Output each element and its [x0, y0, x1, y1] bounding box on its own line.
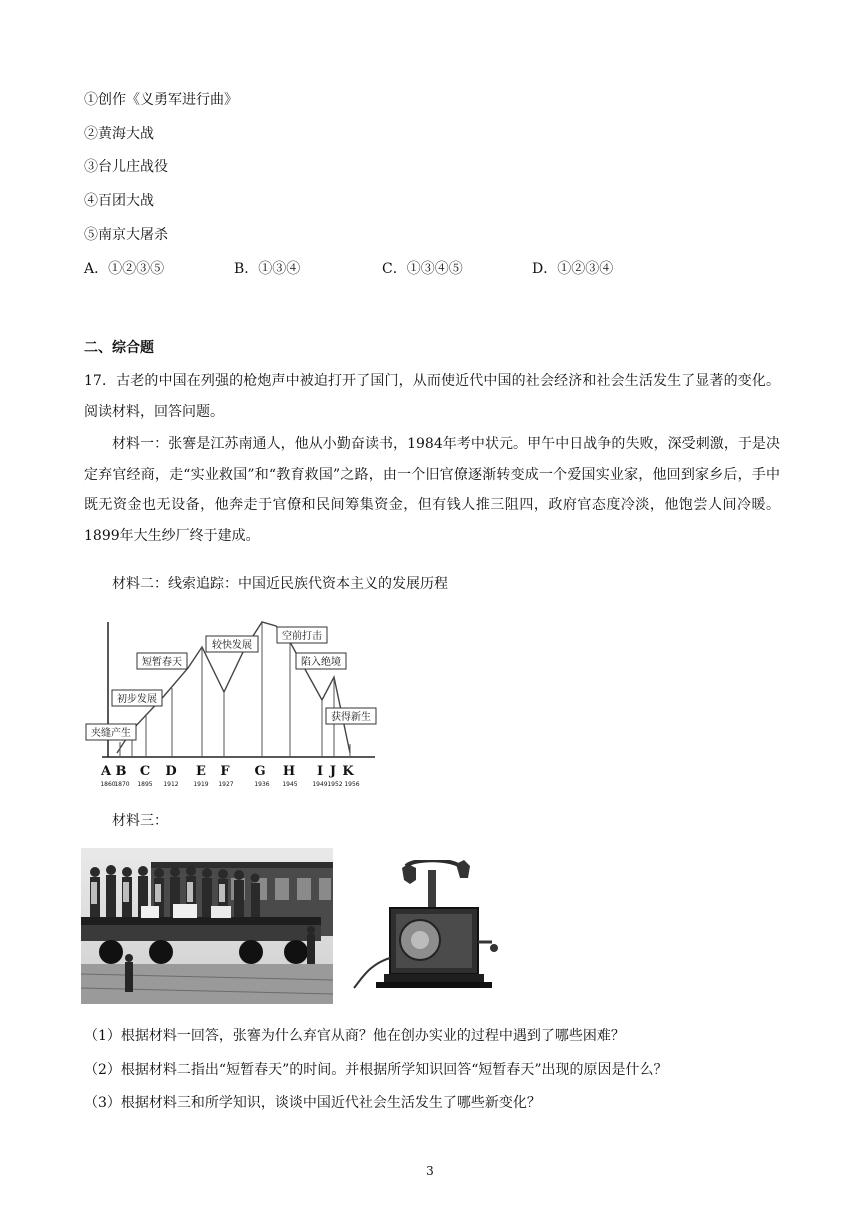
stage-label: 较快发展 — [212, 640, 252, 651]
period-letter: D — [165, 764, 177, 779]
period-letter: B — [115, 764, 127, 779]
period-letter: F — [220, 764, 230, 779]
telephone-image — [350, 860, 500, 1000]
period-year: 1936 — [254, 781, 270, 788]
section-title: 二、综合题 — [84, 340, 154, 356]
period-year: 1927 — [218, 781, 234, 788]
period-year: 1860 — [100, 781, 116, 788]
material-2-caption: 材料二：线索追踪：中国近民族代资本主义的发展历程 — [112, 576, 448, 592]
option-a: A．①②③⑤ — [84, 261, 165, 277]
period-letter: K — [342, 764, 354, 779]
period-letter: I — [316, 764, 324, 779]
option-c: C．①③④⑤ — [382, 261, 463, 277]
stage-label: 初步发展 — [117, 694, 157, 705]
stage-label: 陷入绝境 — [301, 657, 341, 668]
period-year: 1870 — [114, 781, 130, 788]
list-item-1: ①创作《义勇军进行曲》 — [84, 92, 238, 108]
list-item-4: ④百团大战 — [84, 193, 154, 209]
option-b: B．①③④ — [234, 261, 301, 277]
option-d: D．①②③④ — [532, 261, 614, 277]
period-letter: A — [100, 764, 112, 779]
list-item-5: ⑤南京大屠杀 — [84, 227, 168, 243]
capitalism-timeline-chart — [84, 620, 384, 788]
question-17-stem: 17．古老的中国在列强的枪炮声中被迫打开了国门，从而使近代中国的社会经济和社会生活发生了显著的变化。阅读材料，回答问题。 — [84, 373, 780, 420]
period-letter: G — [254, 764, 266, 779]
railway-workers-photo — [81, 848, 333, 1004]
sub-question-2: （2）根据材料二指出“短暂春天”的时间。并根据所学知识回答“短暂春天”出现的原因是什么？ — [84, 1062, 668, 1078]
period-letter: J — [329, 764, 337, 779]
sub-question-3: （3）根据材料三和所学知识，谈谈中国近代社会生活发生了哪些新变化？ — [84, 1095, 541, 1111]
period-year: 1895 — [137, 781, 153, 788]
list-item-3: ③台儿庄战役 — [84, 159, 168, 175]
stage-label: 空前打击 — [282, 631, 322, 642]
stage-label: 夹缝产生 — [91, 728, 131, 739]
period-year: 1945 — [282, 781, 298, 788]
period-year: 1952 — [327, 781, 343, 788]
period-year: 1956 — [344, 781, 360, 788]
answer-options — [84, 258, 784, 278]
material-1: 材料一：张謇是江苏南通人，他从小勤奋读书，1984年考中状元。甲午中日战争的失败，深受刺激，于是决定弃官经商，走“实业救国”和“教育救国”之路，由一个旧官僚逐渐转变成一个爱国实业家，他回到家乡后，手中既无资金也无设备，他奔走于官僚和民间筹集资金，但有钱人推三阻四，政府官态度冷淡，他饱尝人间冷暖。1899年大生纱厂终于建成。 — [84, 436, 780, 544]
period-year: 1912 — [163, 781, 179, 788]
material-3-caption: 材料三： — [112, 813, 168, 829]
period-year: 1949 — [312, 781, 328, 788]
list-item-2: ②黄海大战 — [84, 126, 154, 142]
period-letter: C — [139, 764, 151, 779]
page-number: 3 — [426, 1164, 434, 1178]
period-year: 1919 — [193, 781, 209, 788]
sub-question-1: （1）根据材料一回答，张謇为什么弃官从商？他在创办实业的过程中遇到了哪些困难？ — [84, 1028, 625, 1044]
period-letter: H — [282, 764, 296, 779]
stage-label: 获得新生 — [331, 712, 371, 723]
period-letter: E — [196, 764, 206, 779]
stage-label: 短暂春天 — [142, 657, 182, 668]
